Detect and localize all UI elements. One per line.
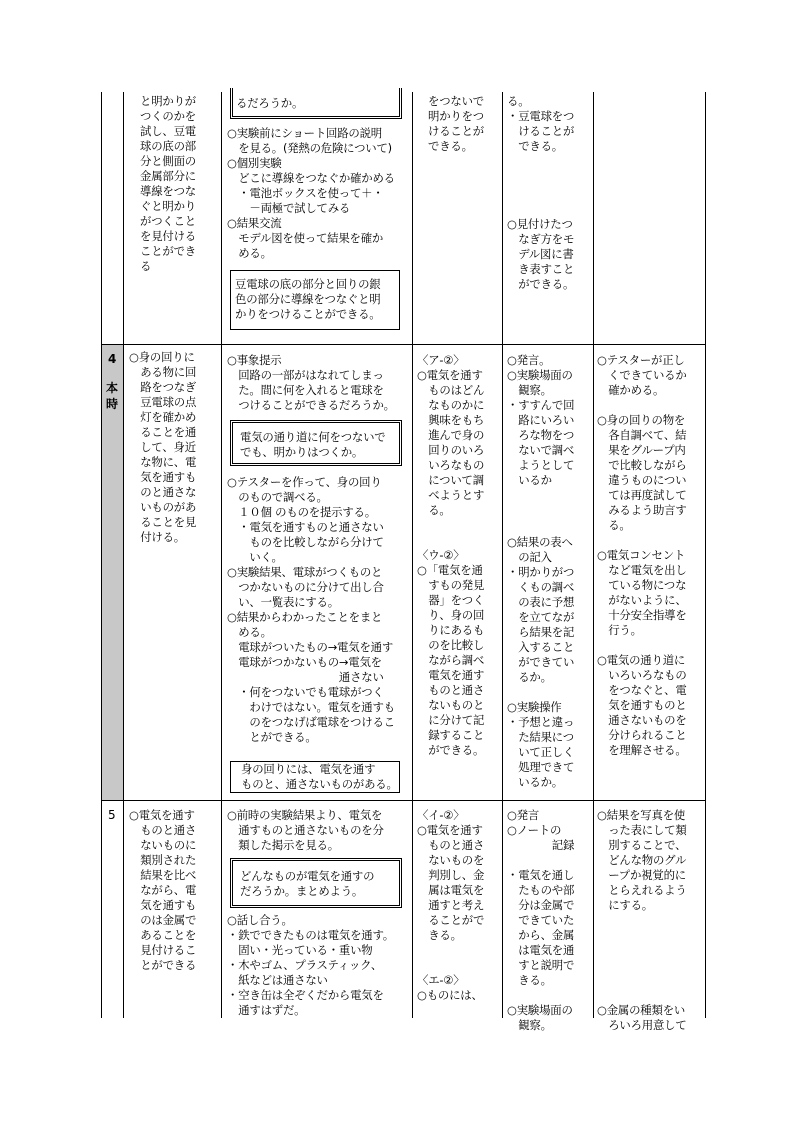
prev-row-objective: と明かりが つくのかを 試し、豆電 球の底の部 分と側面の 金属部分に 導線をつな ぐと明かり がつくこと を見付ける ことができ る <box>140 94 196 273</box>
row5-eval: 〈イ-②〉 ○電気を通す ものと通さ ないものを 判別し、金 属は電気を 通すと考え ることがで きる。 〈エ-②〉 ○ものには、 <box>417 808 485 1002</box>
table-divider-col4 <box>502 92 503 1018</box>
prev-row-method1: る。 ・豆電球をつ けることが できる。 <box>507 94 575 153</box>
row5-number: 5 <box>108 808 116 822</box>
prev-row-method2: ○見付けたつ なぎ方をモ デル図に書 き表すこと ができる。 <box>507 217 575 291</box>
row4-summary-box-text: 身の回りには、電気を通す ものと、通さないものがある。 <box>241 762 398 791</box>
row4-eval: 〈ア-②〉 ○電気を通す ものはどん なものかに 興味をもち 進んで身の 回りのいろ いろなもの について調 べようとす る。 〈ウ-②〉 ○「電気を通 すもの発見 器」をつく り、身の回 りにあるも のを比較し ながら調べ 電気を通す ものと通さ ないものと に分けて記 録すること ができる。 <box>417 353 485 757</box>
row4-activity1: ○事象提示 回路の一部がはなれてしまっ た。間に何を入れると電球を つけることができるだろうか。 <box>227 353 395 412</box>
row5-question-box-text: どんなものが電気を通すの だろうか。まとめよう。 <box>240 869 375 898</box>
current-lesson-highlight <box>102 345 123 800</box>
table-divider-col5 <box>593 92 594 1018</box>
row5-support: ○結果を写真を使 った表にして類 別することで、 どんな物のグル ープか視覚的に とらえれるよう にする。 ○金属の種類をい ろいろ用意して <box>597 808 687 1032</box>
row5-activity2: ○話し合う。 ・鉄でできたものは電気を通す。 固い・光っている・重い物 ・木やゴム、プラスティック、 紙などは通さない ・空き缶は全ぞくだから電気を 通すはずだ。 <box>227 913 394 1017</box>
row4-method2: ○結果の表へ の記入 ・明かりがつ くもの調べ の表に予想 を立てなが ら結果を記 入すること ができてい るか。 ○実験操作 ・予想と違っ た結果につ いて正しく 処理できて いるか。 <box>507 535 575 789</box>
table-border-right <box>705 92 706 1018</box>
prev-summary-box-text: 豆電球の底の部分と回りの銀 色の部分に導線をつなぐと明 かりをつけることができる。 <box>235 277 381 321</box>
row-divider-5 <box>101 800 706 801</box>
row4-number: 4 <box>108 352 117 366</box>
row5-activity1: ○前時の実験結果より、電気を 通すものと通さないものを分 類した掲示を見る。 <box>227 808 384 852</box>
row-divider-4 <box>101 344 706 345</box>
row4-question-box-text: 電気の通り道に何をつないで でも、明かりはつくか。 <box>240 430 386 459</box>
table-divider-col2 <box>221 92 222 1018</box>
row4-activity2: ○テスターを作って、身の回り のもので調べる。 １０個 のものを提示する。 ・電気を通すものと通さない ものを比較しながら分けて いく。 ○実験結果、電球がつくものと つかないものに分けて出し合 い、一覧表にする。 ○結果からわかったことをまと める。 電球がついたもの→電気を通す 電球がつかないもの→電気を 通さない ・何をつないでも電球がつく わけではない。電気を通すも のをつなげば電球をつけるこ とができる。 <box>227 475 395 744</box>
row4-support: ○テスターが正し くできているか 確かめる。 ○身の回りの物を 各自調べて、結 果をグループ内 で比較しながら 違うものについ ては再度試して みるよう助言す る。 ○電気コンセント など電気を出し ている物につな がないように、 十分安全指導を 行う。 ○電気の通り道に いろいろなもの をつなぐと、電 気を通すものと 通さないものを 分けられること を理解させる。 <box>597 353 687 757</box>
row5-method: ○発言 ○ノートの 記録 ・電気を通し たものや部 分は金属で できていた から、金属 は電気を通 すと説明で きる。 ○実験場面の 観察。 <box>507 808 575 1032</box>
row4-objective: ○身の回りに ある物に回 路をつなぎ 豆電球の点 灯を確かめ ることを通 して、身近 な物に、電 気を通すも のと通さな いものがあ ることを見 付ける。 <box>129 350 197 544</box>
row4-label: 本時 <box>106 381 119 411</box>
row4-method1: ○発言。 ○実験場面の 観察。 ・すすんで回 路にいろい ろな物をつ ないで調べ ようとして いるか <box>507 353 575 487</box>
prev-row-activity: ○実験前にショート回路の説明 を見る。(発熱の危険について) ○個別実験 どこに導線をつなぐか確かめる ・電池ボックスを使って＋・ －両極で試してみる ○結果交流 モデル図を使って結果を確か める。 <box>227 126 395 260</box>
prev-question-box-text: るだろうか。 <box>236 96 304 110</box>
table-divider-col1 <box>123 92 124 1018</box>
table-divider-col3 <box>412 92 413 1018</box>
row5-objective: ○電気を通す ものと通さ ないものに 類別された 結果を比べ ながら、電 気を通すも のは金属で あることを 見付けるこ とができる <box>129 808 197 972</box>
prev-row-eval: をつないで 明かりをつ けることが できる。 <box>428 94 484 153</box>
